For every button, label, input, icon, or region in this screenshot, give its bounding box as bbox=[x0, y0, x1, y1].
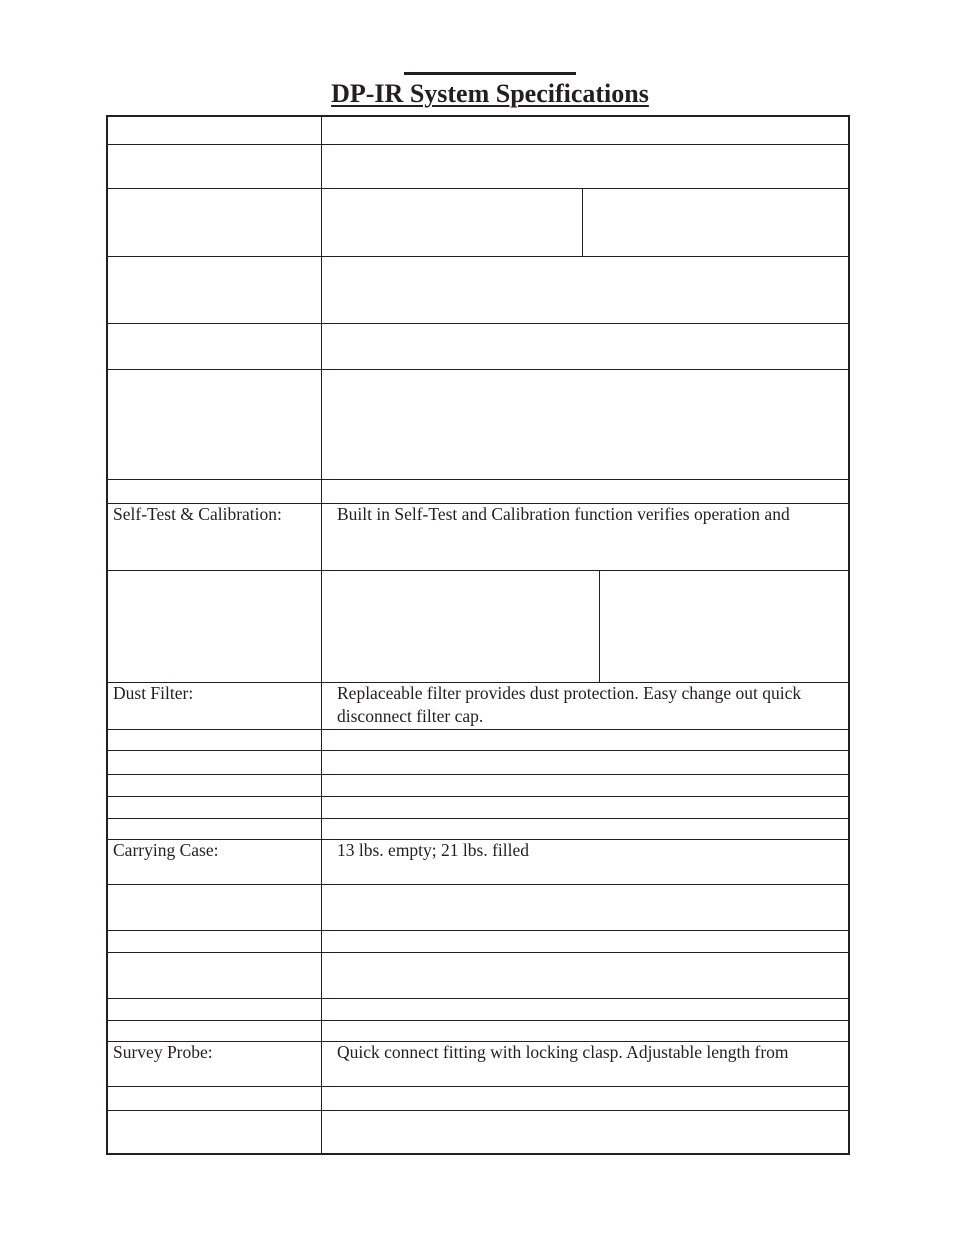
spec-value-self-test: Built in Self-Test and Calibration function verifies operation and bbox=[337, 504, 790, 524]
row-divider bbox=[108, 188, 848, 189]
subcolumn-divider bbox=[599, 570, 600, 682]
spec-value-survey-probe: Quick connect fitting with locking clasp. Adjustable length from bbox=[337, 1042, 789, 1062]
row-divider bbox=[108, 729, 848, 730]
row-divider bbox=[108, 952, 848, 953]
row-divider bbox=[108, 796, 848, 797]
row-divider bbox=[108, 930, 848, 931]
row-divider bbox=[108, 774, 848, 775]
spec-value-dust-filter-line2: disconnect filter cap. bbox=[337, 706, 484, 726]
spec-table bbox=[106, 115, 850, 1155]
spec-label-dust-filter: Dust Filter: bbox=[113, 683, 194, 703]
subcolumn-divider bbox=[582, 188, 583, 256]
row-divider bbox=[108, 256, 848, 257]
row-divider bbox=[108, 144, 848, 145]
spec-value-dust-filter-line1: Replaceable filter provides dust protection. Easy change out quick bbox=[337, 683, 802, 703]
row-divider bbox=[108, 1020, 848, 1021]
spec-label-self-test: Self-Test & Calibration: bbox=[113, 504, 282, 524]
row-divider bbox=[108, 998, 848, 999]
row-divider bbox=[108, 884, 848, 885]
row-divider bbox=[108, 750, 848, 751]
row-divider bbox=[108, 818, 848, 819]
row-divider bbox=[108, 323, 848, 324]
spec-value-carrying-case: 13 lbs. empty; 21 lbs. filled bbox=[337, 840, 530, 860]
row-divider bbox=[108, 369, 848, 370]
spec-label-carrying-case: Carrying Case: bbox=[113, 840, 219, 860]
spec-label-survey-probe: Survey Probe: bbox=[113, 1042, 213, 1062]
page-title: DP-IR System Specifications bbox=[331, 79, 649, 108]
title-top-rule bbox=[404, 72, 576, 75]
row-divider bbox=[108, 1110, 848, 1111]
row-divider bbox=[108, 1086, 848, 1087]
row-divider bbox=[108, 570, 848, 571]
row-divider bbox=[108, 479, 848, 480]
